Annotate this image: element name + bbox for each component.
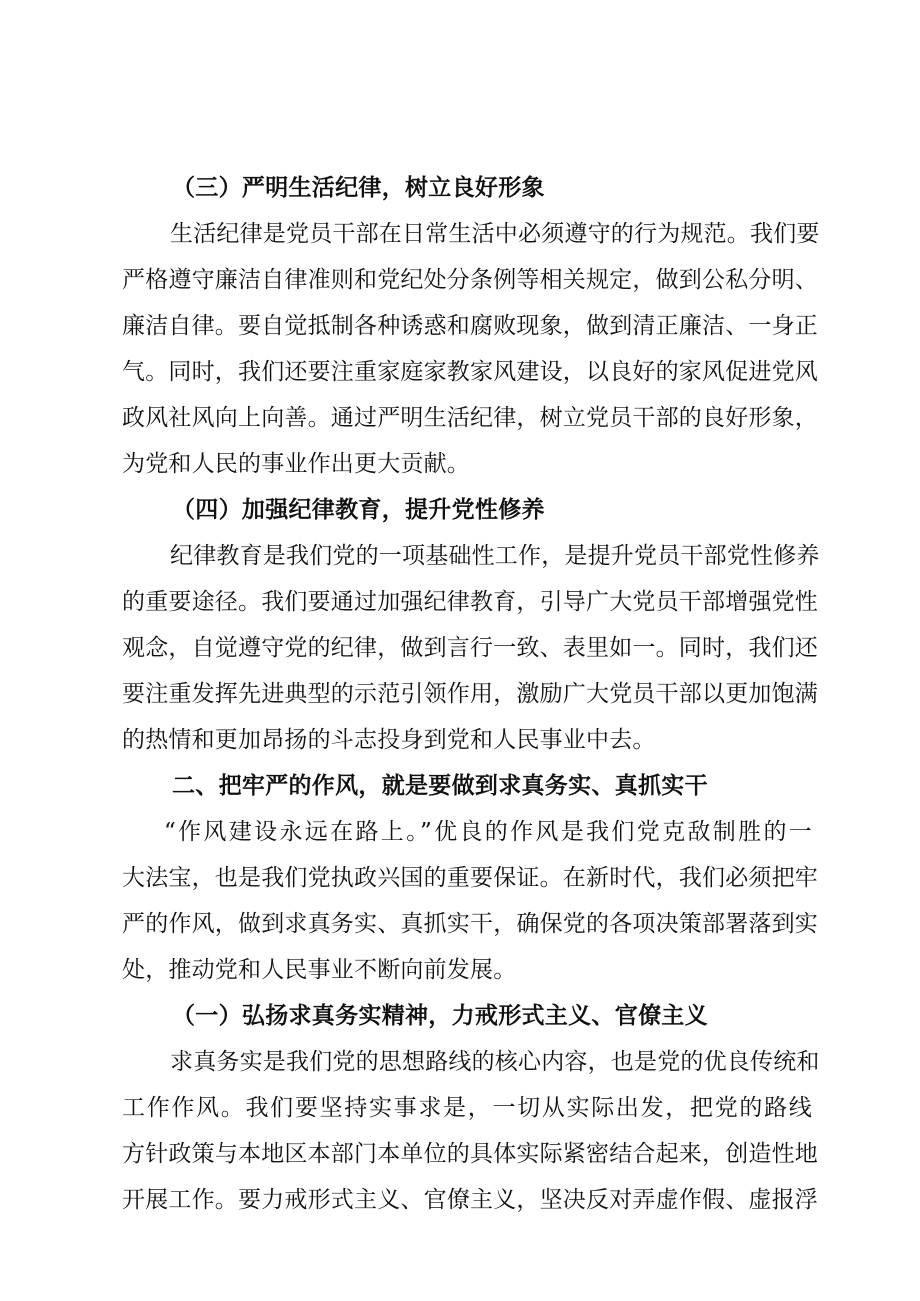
- paragraph-line: 要注重发挥先进典型的示范引领作用，激励广大党员干部以更加饱满: [122, 681, 818, 707]
- paragraph-line: 求真务实是我们党的思想路线的核心内容，也是党的优良传统和: [170, 1049, 820, 1075]
- paragraph-line: 生活纪律是党员干部在日常生活中必须遵守的行为规范。我们要: [170, 221, 820, 247]
- paragraph-line: “作风建设永远在路上。”优良的作风是我们党克敌制胜的一: [164, 819, 812, 845]
- section-heading-4: （四）加强纪律教育，提升党性修养: [172, 497, 545, 523]
- paragraph-line: 气。同时，我们还要注重家庭家教家风建设，以良好的家风促进党风: [122, 359, 818, 385]
- paragraph-line: 处，推动党和人民事业不断向前发展。: [122, 957, 517, 983]
- paragraph-seeking-truth: [122, 1039, 820, 1223]
- paragraph-line: 廉洁自律。要自觉抵制各种诱惑和腐败现象，做到清正廉洁、一身正: [122, 313, 818, 339]
- paragraph-line: 严格遵守廉洁自律准则和党纪处分条例等相关规定，做到公私分明、: [122, 267, 818, 293]
- section-heading-1: （一）弘扬求真务实精神，力戒形式主义、官僚主义: [172, 1003, 708, 1029]
- paragraph-line: 为党和人民的事业作出更大贡献。: [122, 451, 470, 477]
- paragraph-line: 大法宝，也是我们党执政兴国的重要保证。在新时代，我们必须把牢: [122, 865, 818, 891]
- chapter-heading-2: 二、把牢严的作风，就是要做到求真务实、真抓实干: [172, 773, 708, 799]
- paragraph-line: 的热情和更加昂扬的斗志投身到党和人民事业中去。: [122, 727, 656, 753]
- paragraph-discipline-education: [122, 533, 820, 763]
- document-body: [122, 165, 820, 1223]
- paragraph-line: 纪律教育是我们党的一项基础性工作，是提升党员干部党性修养: [170, 543, 820, 569]
- paragraph-line: 的重要途径。我们要通过加强纪律教育，引导广大党员干部增强党性: [122, 589, 818, 615]
- paragraph-line: 开展工作。要力戒形式主义、官僚主义，坚决反对弄虚作假、虚报浮: [122, 1187, 818, 1213]
- paragraph-line: 严的作风，做到求真务实、真抓实干，确保党的各项决策部署落到实: [122, 911, 818, 937]
- paragraph-line: 方针政策与本地区本部门本单位的具体实际紧密结合起来，创造性地: [122, 1141, 818, 1167]
- paragraph-work-style: [122, 809, 818, 993]
- paragraph-line: 工作作风。我们要坚持实事求是，一切从实际出发，把党的路线: [122, 1095, 812, 1121]
- paragraph-life-discipline: [122, 211, 820, 487]
- paragraph-line: 政风社风向上向善。通过严明生活纪律，树立党员干部的良好形象，: [122, 405, 818, 431]
- section-heading-3: （三）严明生活纪律，树立良好形象: [172, 175, 545, 201]
- paragraph-line: 观念，自觉遵守党的纪律，做到言行一致、表里如一。同时，我们还: [122, 635, 818, 661]
